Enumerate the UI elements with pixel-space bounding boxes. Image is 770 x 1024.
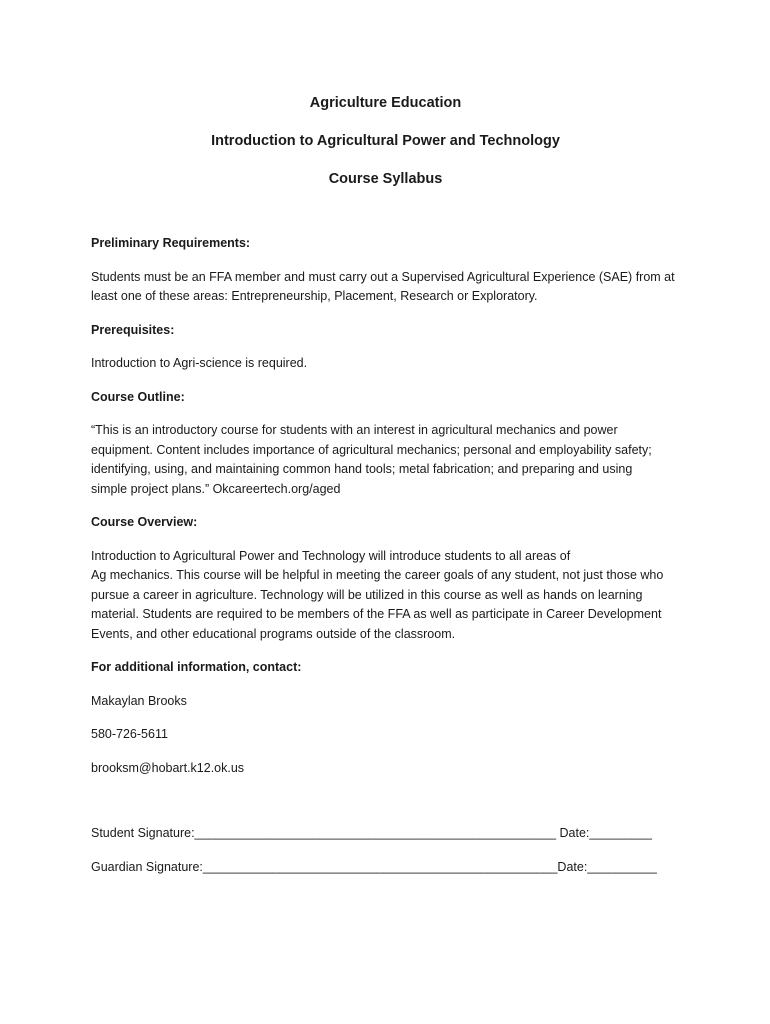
outline-line-4: simple project plans.” Okcareertech.org/aged [91, 481, 341, 496]
outline-line-3: identifying, using, and maintaining common hand tools; metal fabrication; and preparing and using [91, 462, 633, 476]
preliminary-line-2: least one of these areas: Entrepreneurship, Placement, Research or Exploratory. [91, 289, 538, 303]
document-title-department: Agriculture Education [309, 95, 462, 111]
overview-line-3: pursue a career in agriculture. Technology will be utilized in this course as well as hands on learning [91, 587, 643, 602]
contact-heading: For additional information, contact: [91, 660, 302, 674]
overview-line-4: material. Students are required to be members of the FFA as well as participate in Career Development [91, 607, 662, 621]
contact-email: brooksm@hobart.k12.ok.us [91, 760, 245, 775]
prerequisites-text: Introduction to Agri-science is required. [91, 356, 308, 370]
overview-line-2: Ag mechanics. This course will be helpful in meeting the career goals of any student, not just those who [91, 568, 664, 582]
course-outline-heading: Course Outline: [91, 389, 185, 404]
overview-line-5: Events, and other educational programs outside of the classroom. [91, 626, 456, 641]
preliminary-requirements-heading: Preliminary Requirements: [91, 236, 251, 250]
contact-phone: 580-726-5611 [91, 727, 168, 741]
guardian-signature-line: Guardian Signature:___________________________________________________Date:__________ [91, 859, 657, 874]
contact-name: Makaylan Brooks [91, 693, 187, 708]
prerequisites-heading: Prerequisites: [91, 322, 175, 337]
preliminary-line-1: Students must be an FFA member and must carry out a Supervised Agricultural Experience (SAE) from at [91, 269, 675, 284]
course-outline-text [91, 421, 680, 499]
document-title-course: Introduction to Agricultural Power and Technology [211, 133, 560, 149]
outline-line-2: equipment. Content includes importance of agricultural mechanics; personal and employability safety; [91, 442, 652, 457]
overview-line-1: Introduction to Agricultural Power and Technology will introduce students to all areas of [91, 548, 571, 563]
student-signature-line: Student Signature:____________________________________________________ Date:_________ [91, 826, 652, 840]
outline-line-1: “This is an introductory course for students with an interest in agricultural mechanics and power [91, 423, 618, 437]
preliminary-requirements-text [91, 268, 680, 307]
course-overview-heading: Course Overview: [91, 515, 198, 529]
course-overview-text [91, 547, 680, 645]
document-title-syllabus: Course Syllabus [328, 171, 443, 187]
